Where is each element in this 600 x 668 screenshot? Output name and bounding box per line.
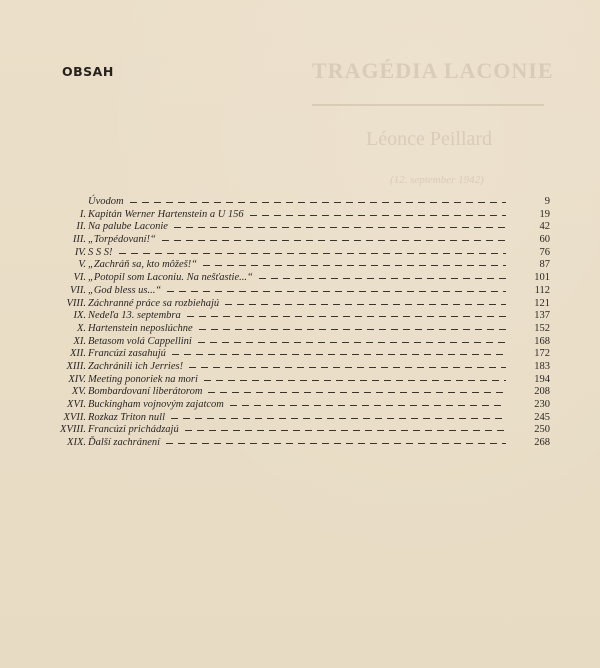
toc-entry [60,259,550,272]
chapter-number: VIII. [66,297,86,309]
page-number: 19 [539,208,550,220]
chapter-number: VI. [73,272,86,284]
chapter-title: Ďalší zachránení [88,437,161,449]
page-number: 76 [539,246,550,258]
toc-entry [60,298,550,311]
page-number: 183 [534,360,550,372]
toc-entry [60,272,550,285]
contents-heading: OBSAH [62,64,114,79]
chapter-number: III. [72,234,86,246]
toc-entry [60,437,550,450]
dash-leader [130,202,506,203]
page-number: 250 [534,424,550,436]
toc-entry [60,386,550,399]
chapter-number: XI. [73,335,86,347]
table-of-contents [60,196,550,450]
page-number: 87 [539,259,550,271]
chapter-title: Zachránili ich Jerries! [88,360,184,372]
page-number: 208 [534,386,550,398]
page-number: 101 [534,272,550,284]
dash-leader [171,418,506,419]
toc-entry [60,285,550,298]
dash-leader [230,405,506,406]
dash-leader [166,443,506,444]
dash-leader [208,392,506,393]
chapter-number: X. [76,322,86,334]
dash-leader [185,430,506,431]
chapter-number: XIV. [68,373,86,385]
chapter-number: XVIII. [60,424,86,436]
page-number: 245 [534,411,550,423]
dash-leader [199,329,506,330]
chapter-number: V. [78,259,86,271]
chapter-number: IX. [73,310,86,322]
dash-leader [198,342,506,343]
show-through-date: (12. september 1942) [390,174,484,186]
chapter-title: Francúzi zasahujú [88,348,166,360]
dash-leader [187,316,506,317]
chapter-title: Záchranné práce sa rozbiehajú [88,297,220,309]
page-number: 9 [544,196,550,207]
chapter-number: XII. [69,348,86,360]
chapter-title: „God bless us...“ [88,284,162,296]
chapter-title: Betasom volá Cappellini [88,335,192,347]
dash-leader [259,278,506,279]
chapter-title: Meeting ponoriek na mori [88,373,198,385]
page-number: 168 [534,335,550,347]
page-number: 194 [534,373,550,385]
page-number: 137 [534,310,550,322]
chapter-title: Buckingham vojnovým zajatcom [88,399,224,410]
chapter-number: IV. [74,246,86,258]
dash-leader [203,265,506,266]
chapter-number: XVI. [67,399,86,410]
page-number: 268 [534,437,550,449]
dash-leader [162,240,506,241]
chapter-title: Kapitán Werner Hartenstein a U 156 [88,208,244,220]
page-number: 42 [539,221,550,233]
chapter-number: XV. [71,386,86,398]
chapter-title: Nedeľa 13. septembra [88,310,181,322]
chapter-title: Bombardovaní liberátorom [88,386,203,398]
toc-entry [60,336,550,349]
chapter-title: Hartenstein neposlúchne [88,322,193,334]
dash-leader [174,227,506,228]
page-number: 172 [534,348,550,360]
dash-leader [225,304,506,305]
toc-entry [60,234,550,247]
toc-entry [60,424,550,437]
toc-entry [60,348,550,361]
chapter-title: „Zachráň sa, kto môžeš!“ [88,259,198,271]
chapter-number: VII. [69,284,86,296]
chapter-title: Francúzi prichádzajú [88,424,179,436]
toc-entry [60,412,550,425]
chapter-number: XIII. [66,360,86,372]
page-number: 121 [534,297,550,309]
dash-leader [167,291,506,292]
dash-leader [172,354,506,355]
toc-entry [60,361,550,374]
toc-entry [60,221,550,234]
dash-leader [119,253,507,254]
page-number: 112 [534,284,550,296]
page-number: 152 [534,322,550,334]
toc-entry [60,323,550,336]
chapter-number: II. [76,221,86,233]
toc-entry [60,374,550,387]
show-through-title: TRAGÉDIA LACONIE [312,58,554,83]
chapter-title: Úvodom [88,196,124,207]
toc-entry [60,209,550,222]
chapter-title: Na palube Laconie [88,221,168,233]
dash-leader [189,367,506,368]
chapter-number: XIX. [67,437,86,449]
dash-leader [204,380,506,381]
toc-entry [60,310,550,323]
chapter-number: XVII. [63,411,86,423]
page-number: 60 [539,234,550,246]
chapter-title: „Torpédovaní!“ [88,234,156,246]
chapter-title: „Potopil som Laconiu. Na nešťastie...“ [88,272,253,284]
show-through-author: Léonce Peillard [366,128,493,150]
toc-entry [60,196,550,209]
toc-entry [60,247,550,260]
toc-entry [60,399,550,412]
dash-leader [250,215,506,216]
chapter-number: I. [79,208,86,220]
chapter-title: S S S! [88,246,113,258]
show-through-rule [312,104,544,106]
page-number: 230 [534,399,550,410]
chapter-title: Rozkaz Triton null [88,411,166,423]
